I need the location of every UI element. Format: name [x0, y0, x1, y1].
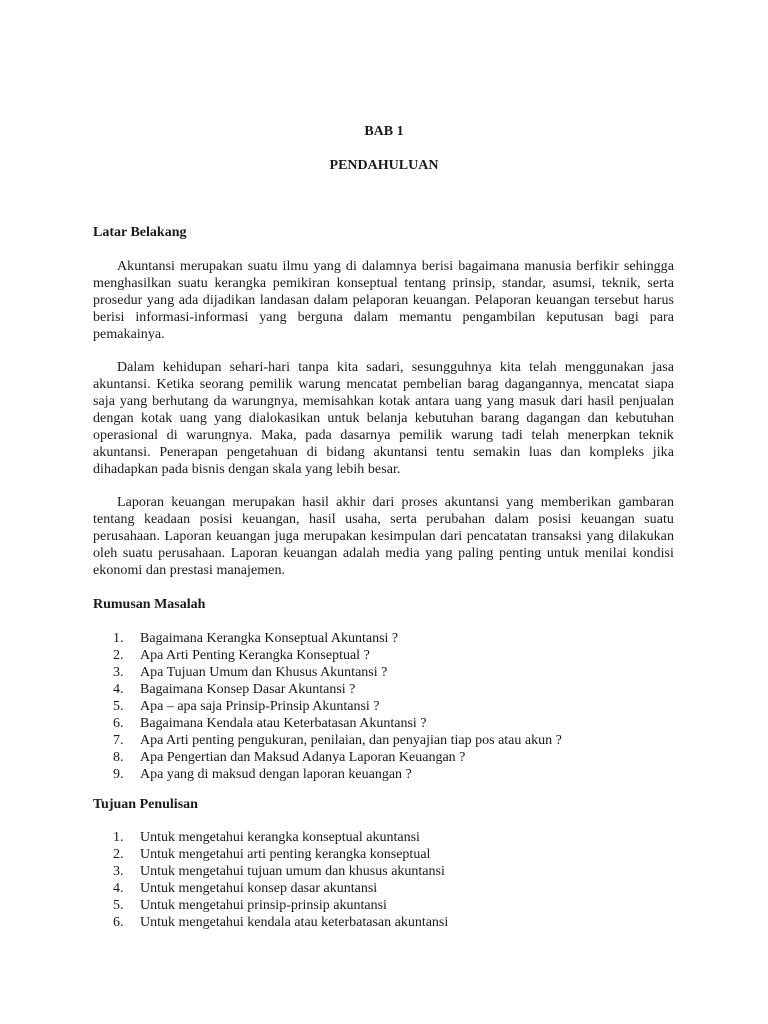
list-text: Apa yang di maksud dengan laporan keuangan ? — [140, 767, 412, 782]
list-number: 5. — [113, 699, 124, 714]
list-text: Untuk mengetahui kerangka konseptual akuntansi — [140, 830, 420, 845]
list-item — [113, 647, 562, 664]
list-item — [113, 914, 448, 931]
list-number: 9. — [113, 767, 124, 782]
list-number: 3. — [113, 864, 124, 879]
list-text: Untuk mengetahui arti penting kerangka konseptual — [140, 847, 431, 862]
list-number: 3. — [113, 665, 124, 680]
list-text: Apa – apa saja Prinsip-Prinsip Akuntansi ? — [140, 699, 380, 714]
section-heading-latar-belakang: Latar Belakang — [93, 225, 187, 240]
list-text: Untuk mengetahui prinsip-prinsip akuntansi — [140, 898, 387, 913]
list-number: 2. — [113, 648, 124, 663]
rumusan-masalah-list — [113, 630, 562, 783]
list-item — [113, 897, 448, 914]
list-text: Untuk mengetahui tujuan umum dan khusus akuntansi — [140, 864, 445, 879]
paragraph: Dalam kehidupan sehari-hari tanpa kita sadari, sesungguhnya kita telah menggunakan jasa akuntansi. Ketika seorang pemilik warung mencatat pembelian barag dagangannya, mencatat siapa saja yang berhutang da warungnya, memisahkan kotak antara uang yang masuk dari hasil penjualan dengan kotak uang yang dialokasikan untuk belanja kebutuhan barang dagangan dan kebutuhan operasional di warungnya. Maka, pada dasarnya pemilik warung tadi telah menerpkan teknik akuntansi. Penerapan pengetahuan di bidang akuntansi tentu semakin luas dan kompleks jika dihadapkan pada bisnis dengan skala yang lebih besar. — [93, 360, 674, 477]
list-text: Bagaimana Konsep Dasar Akuntansi ? — [140, 682, 356, 697]
paragraph: Akuntansi merupakan suatu ilmu yang di dalamnya berisi bagaimana manusia berfikir sehingga menghasilkan suatu kerangka pemikiran konseptual tentang prinsip, standar, asumsi, teknik, serta prosedur yang ada dijadikan landasan dalam pelaporan keuangan. Pelaporan keuangan tersebut harus berisi informasi-informasi yang berguna dalam memantu pengambilan keputusan bagi para pemakainya. — [93, 259, 674, 342]
section-heading-rumusan-masalah: Rumusan Masalah — [93, 597, 206, 612]
list-number: 7. — [113, 733, 124, 748]
list-number: 1. — [113, 631, 124, 646]
list-item — [113, 732, 562, 749]
list-text: Untuk mengetahui konsep dasar akuntansi — [140, 881, 378, 896]
list-text: Apa Pengertian dan Maksud Adanya Laporan Keuangan ? — [140, 750, 466, 765]
page-title: PENDAHULUAN — [329, 158, 439, 173]
list-number: 5. — [113, 898, 124, 913]
list-text: Apa Arti penting pengukuran, penilaian, dan penyajian tiap pos atau akun ? — [140, 733, 562, 748]
list-item — [113, 880, 448, 897]
list-number: 6. — [113, 915, 124, 930]
list-item — [113, 681, 562, 698]
tujuan-penulisan-list — [113, 829, 448, 931]
list-number: 6. — [113, 716, 124, 731]
list-item — [113, 766, 562, 783]
list-text: Bagaimana Kerangka Konseptual Akuntansi ? — [140, 631, 399, 646]
list-item — [113, 863, 448, 880]
list-number: 4. — [113, 682, 124, 697]
list-item — [113, 715, 562, 732]
list-item — [113, 749, 562, 766]
paragraph: Laporan keuangan merupakan hasil akhir dari proses akuntansi yang memberikan gambaran tentang keadaan posisi keuangan, hasil usaha, serta perubahan dalam posisi keuangan suatu perusahaan. Laporan keuangan juga merupakan kesimpulan dari pencatatan transaksi yang dilakukan oleh suatu perusahaan. Laporan keuangan adalah media yang paling penting untuk menilai kondisi ekonomi dan prestasi manajemen. — [93, 495, 674, 578]
list-text: Apa Arti Penting Kerangka Konseptual ? — [140, 648, 370, 663]
section-heading-tujuan-penulisan: Tujuan Penulisan — [93, 797, 198, 812]
list-number: 2. — [113, 847, 124, 862]
list-number: 4. — [113, 881, 124, 896]
list-item — [113, 846, 448, 863]
list-item — [113, 829, 448, 846]
chapter-label: BAB 1 — [364, 124, 404, 139]
list-text: Apa Tujuan Umum dan Khusus Akuntansi ? — [140, 665, 388, 680]
list-item — [113, 698, 562, 715]
list-item — [113, 664, 562, 681]
list-text: Bagaimana Kendala atau Keterbatasan Akuntansi ? — [140, 716, 427, 731]
list-text: Untuk mengetahui kendala atau keterbatasan akuntansi — [140, 915, 449, 930]
list-item — [113, 630, 562, 647]
list-number: 1. — [113, 830, 124, 845]
list-number: 8. — [113, 750, 124, 765]
